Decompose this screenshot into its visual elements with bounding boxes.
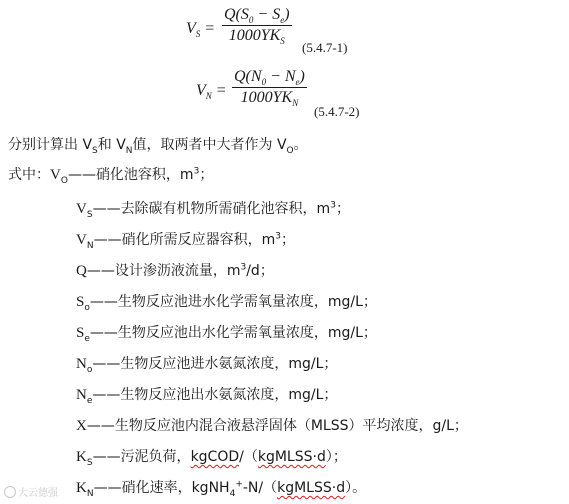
def-symbol: V xyxy=(76,201,87,217)
def-text: ）。 xyxy=(345,480,367,496)
def-subscript: e xyxy=(86,395,93,406)
def-text: ——生物反应池出水化学需氧量浓度，mg/L； xyxy=(89,325,377,341)
intro-sentence xyxy=(8,134,308,154)
num-sub: 0 xyxy=(261,77,267,88)
definition-se xyxy=(76,322,377,342)
def-subscript: o xyxy=(86,364,93,375)
lhs-symbol: V xyxy=(196,82,206,99)
def-subscript: N xyxy=(86,488,94,499)
num-sub: e xyxy=(295,77,300,88)
def-symbol: K xyxy=(76,449,87,465)
num-part: ) xyxy=(299,68,305,85)
intro-sub: N xyxy=(125,145,133,156)
num-sub: e xyxy=(280,15,285,26)
def-text: -N/（ xyxy=(242,480,278,496)
den-sub: N xyxy=(292,98,299,109)
def-symbol: S xyxy=(76,294,85,310)
def-subscript: S xyxy=(86,457,93,468)
fraction xyxy=(222,6,292,45)
intro-sub: O xyxy=(286,145,294,156)
num-part: Q(S xyxy=(224,6,249,23)
def-text: ——生物反应池内混合液悬浮固体（MLSS）平均浓度，g/L； xyxy=(86,418,468,434)
def-superscript: 3 xyxy=(240,262,247,273)
where-line xyxy=(8,164,213,184)
equation-lhs xyxy=(186,20,215,38)
fraction xyxy=(232,68,307,107)
def-text: ——硝化速率，kgNH xyxy=(93,480,230,496)
def-text: ）； xyxy=(325,449,347,465)
def-symbol: V xyxy=(76,232,87,248)
def-subscript: o xyxy=(84,302,90,313)
def-text: ——生物反应池进水化学需氧量浓度，mg/L； xyxy=(89,294,377,310)
definition-so xyxy=(76,291,377,311)
equals-sign: = xyxy=(211,82,227,99)
def-tail: /d； xyxy=(246,263,274,279)
def-symbol: K xyxy=(76,480,87,496)
equation-number: (5.4.7-1) xyxy=(302,40,348,55)
watermark-text: 大云德强 xyxy=(18,488,58,499)
def-text: ——污泥负荷， xyxy=(92,449,191,465)
unit-spellcheck: kgMLSS·d xyxy=(277,480,346,496)
def-text: ——硝化池容积，m xyxy=(67,167,194,183)
def-subscript: 4 xyxy=(229,488,236,499)
unit-spellcheck: kgCOD xyxy=(190,449,240,465)
intro-text: 分别计算出 V xyxy=(8,137,93,153)
def-symbol: N xyxy=(76,387,87,403)
watermark-icon xyxy=(4,486,16,498)
def-text: ——硝化所需反应器容积，m xyxy=(93,232,276,248)
def-tail: ； xyxy=(335,201,350,217)
definition-kn xyxy=(76,477,366,497)
den-part: 1000YK xyxy=(240,89,293,106)
def-symbol: X xyxy=(76,418,87,434)
def-symbol: S xyxy=(76,325,85,341)
intro-text: 值，取两者中大者作为 V xyxy=(132,137,287,153)
def-text: ——设计渗沥液流量，m xyxy=(86,263,241,279)
where-label: 式中： xyxy=(8,167,50,183)
def-tail: ； xyxy=(199,167,214,183)
numerator xyxy=(222,6,292,24)
equation-number: (5.4.7-2) xyxy=(314,104,360,119)
def-tail: ； xyxy=(280,232,295,248)
intro-sub: S xyxy=(92,145,98,156)
lhs-symbol: V xyxy=(186,20,196,37)
definition-x xyxy=(76,415,468,435)
equals-sign: = xyxy=(200,20,216,37)
definition-no xyxy=(76,353,337,373)
def-text: ——生物反应池出水氨氮浓度，mg/L； xyxy=(92,387,338,403)
def-subscript: O xyxy=(60,175,68,186)
def-superscript: 3 xyxy=(193,166,200,177)
numerator xyxy=(232,68,307,86)
def-text: ——去除碳有机物所需硝化池容积，m xyxy=(92,201,331,217)
lhs-subscript: N xyxy=(205,91,212,102)
definition-q xyxy=(76,260,274,280)
def-subscript: e xyxy=(84,333,90,344)
def-superscript: 3 xyxy=(275,231,281,242)
unit-spellcheck: kgMLSS·d xyxy=(257,449,326,465)
num-sub: 0 xyxy=(248,15,254,26)
definition-vs xyxy=(76,198,350,218)
intro-text: 和 V xyxy=(97,137,126,153)
den-sub: S xyxy=(280,36,285,47)
denominator xyxy=(232,89,307,107)
den-part: 1000YK xyxy=(228,27,281,44)
def-symbol: N xyxy=(76,356,87,372)
num-part: − N xyxy=(266,68,296,85)
def-text: ——生物反应池进水氨氮浓度，mg/L； xyxy=(92,356,338,372)
def-superscript: + xyxy=(235,479,243,490)
num-part: − S xyxy=(253,6,281,23)
def-text: /（ xyxy=(239,449,258,465)
num-part: ) xyxy=(284,6,290,23)
definition-vn xyxy=(76,229,295,249)
num-part: Q(N xyxy=(234,68,262,85)
def-superscript: 3 xyxy=(330,200,336,211)
equation-lhs xyxy=(196,82,227,100)
def-subscript: S xyxy=(86,209,93,220)
def-symbol: Q xyxy=(76,263,87,279)
definition-ne xyxy=(76,384,337,404)
lhs-subscript: S xyxy=(195,29,201,40)
watermark xyxy=(4,484,58,499)
denominator xyxy=(222,27,292,45)
intro-text: 。 xyxy=(293,137,308,153)
def-subscript: N xyxy=(86,240,94,251)
def-symbol: V xyxy=(50,167,61,183)
definition-ks xyxy=(76,446,347,466)
